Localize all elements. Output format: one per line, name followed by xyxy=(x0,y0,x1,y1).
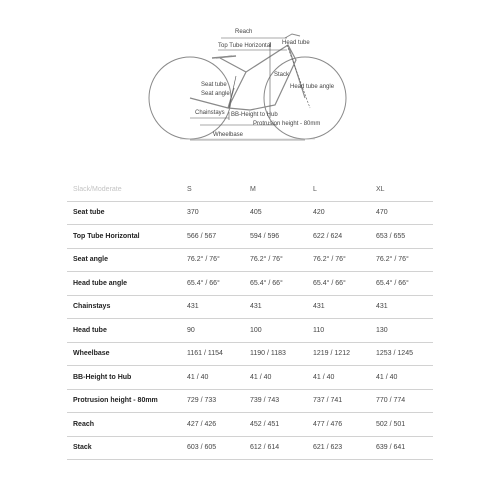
table-cell: 470 xyxy=(370,201,433,225)
table-cell: 653 / 655 xyxy=(370,225,433,249)
table-row xyxy=(67,413,433,437)
label-chainstays: Chainstays xyxy=(195,110,225,116)
row-label: Stack xyxy=(67,436,181,460)
table-cell: 477 / 476 xyxy=(307,413,370,437)
saddle xyxy=(212,56,236,58)
label-seat-angle: Seat angle xyxy=(201,91,230,97)
table-cell: 431 xyxy=(244,295,307,319)
label-head-tube: Head tube xyxy=(282,40,310,46)
table-row xyxy=(67,272,433,296)
table-row xyxy=(67,436,433,460)
table-cell: 41 / 40 xyxy=(307,366,370,390)
table-cell: 737 / 741 xyxy=(307,389,370,413)
table-cell: 603 / 605 xyxy=(181,436,244,460)
label-wheelbase: Wheelbase xyxy=(213,132,244,138)
table-cell: 370 xyxy=(181,201,244,225)
table-cell: 431 xyxy=(307,295,370,319)
table-cell: 130 xyxy=(370,319,433,343)
row-label: Chainstays xyxy=(67,295,181,319)
label-top-tube: Top Tube Horizontal xyxy=(218,43,272,49)
table-cell: 41 / 40 xyxy=(181,366,244,390)
table-cell: 65.4° / 66° xyxy=(244,272,307,296)
table-row xyxy=(67,319,433,343)
table-cell: 405 xyxy=(244,201,307,225)
table-row xyxy=(67,248,433,272)
table-cell: 65.4° / 66° xyxy=(307,272,370,296)
table-cell: 621 / 623 xyxy=(307,436,370,460)
table-cell: 502 / 501 xyxy=(370,413,433,437)
table-cell: 622 / 624 xyxy=(307,225,370,249)
row-label: Head tube angle xyxy=(67,272,181,296)
row-label: Wheelbase xyxy=(67,342,181,366)
table-cell: 452 / 451 xyxy=(244,413,307,437)
label-seat-tube: Seat tube xyxy=(201,82,227,88)
label-bb-height: BB-Height to Hub xyxy=(231,112,278,118)
header-cell: L xyxy=(307,178,370,201)
table-row xyxy=(67,366,433,390)
table-cell: 41 / 40 xyxy=(244,366,307,390)
header-cell: S xyxy=(181,178,244,201)
table-cell: 770 / 774 xyxy=(370,389,433,413)
table-cell: 427 / 426 xyxy=(181,413,244,437)
handlebar xyxy=(285,34,300,38)
seat-tube-line xyxy=(229,76,236,108)
table-cell: 594 / 596 xyxy=(244,225,307,249)
table-cell: 612 / 614 xyxy=(244,436,307,460)
row-label: BB-Height to Hub xyxy=(67,366,181,390)
table-header-row xyxy=(67,178,433,201)
row-label: Head tube xyxy=(67,319,181,343)
label-stack: Stack xyxy=(274,72,290,78)
row-label: Protrusion height - 80mm xyxy=(67,389,181,413)
table-row xyxy=(67,389,433,413)
table-cell: 65.4° / 66° xyxy=(370,272,433,296)
table-cell: 566 / 567 xyxy=(181,225,244,249)
table-row xyxy=(67,201,433,225)
table-cell: 431 xyxy=(370,295,433,319)
table-cell: 1161 / 1154 xyxy=(181,342,244,366)
geometry-table xyxy=(67,178,433,460)
header-cell: M xyxy=(244,178,307,201)
table-cell: 76.2° / 76° xyxy=(370,248,433,272)
bike-geometry-diagram xyxy=(0,0,500,165)
table-cell: 639 / 641 xyxy=(370,436,433,460)
row-label: Seat angle xyxy=(67,248,181,272)
header-cell: XL xyxy=(370,178,433,201)
table-cell: 1190 / 1183 xyxy=(244,342,307,366)
label-reach: Reach xyxy=(235,29,253,35)
table-cell: 1253 / 1245 xyxy=(370,342,433,366)
table-cell: 729 / 733 xyxy=(181,389,244,413)
row-label: Top Tube Horizontal xyxy=(67,225,181,249)
table-row xyxy=(67,225,433,249)
table-cell: 76.2° / 76° xyxy=(244,248,307,272)
table-row xyxy=(67,342,433,366)
table-cell: 1219 / 1212 xyxy=(307,342,370,366)
table-cell: 420 xyxy=(307,201,370,225)
table-cell: 739 / 743 xyxy=(244,389,307,413)
table-cell: 76.2° / 76° xyxy=(181,248,244,272)
label-head-tube-angle: Head tube angle xyxy=(290,84,335,90)
table-cell: 90 xyxy=(181,319,244,343)
row-label: Reach xyxy=(67,413,181,437)
label-protrusion: Protrusion height - 80mm xyxy=(253,121,321,127)
table-cell: 100 xyxy=(244,319,307,343)
table-cell: 431 xyxy=(181,295,244,319)
table-cell: 110 xyxy=(307,319,370,343)
table-row xyxy=(67,295,433,319)
header-cell: Slack/Moderate xyxy=(67,178,181,201)
row-label: Seat tube xyxy=(67,201,181,225)
table-cell: 76.2° / 76° xyxy=(307,248,370,272)
table-cell: 65.4° / 66° xyxy=(181,272,244,296)
table-cell: 41 / 40 xyxy=(370,366,433,390)
